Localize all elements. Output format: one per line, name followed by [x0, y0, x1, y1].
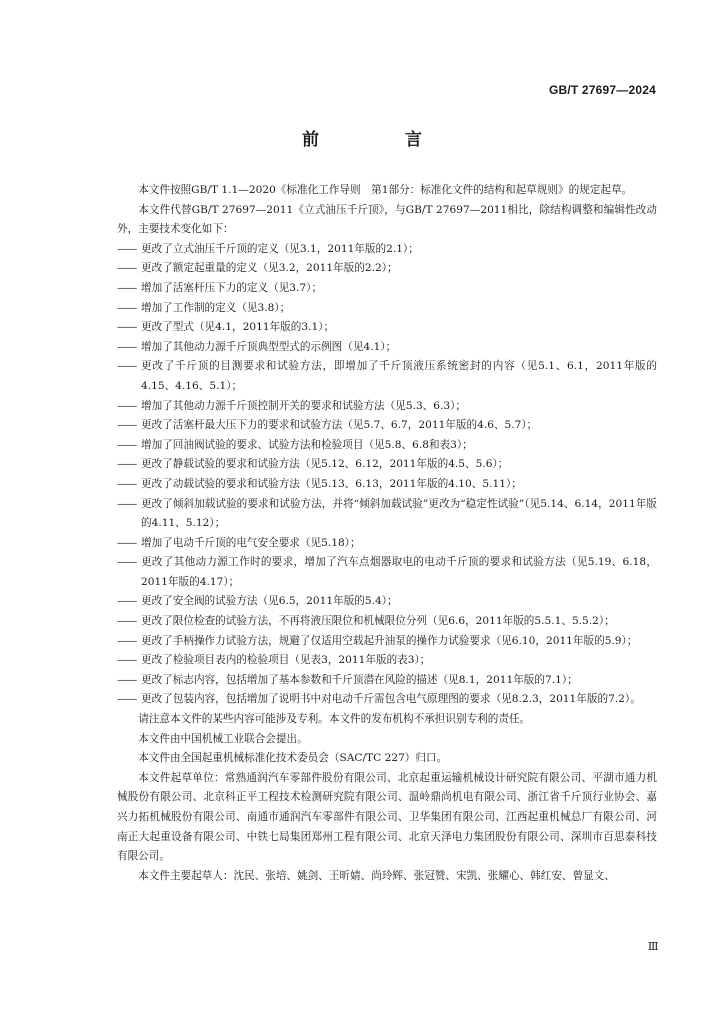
- change-text: 增加了其他动力源千斤顶典型型式的示例图（见4.1）；: [141, 340, 397, 353]
- page-title: 前 言: [302, 130, 462, 150]
- change-item: [117, 553, 657, 592]
- dash-marker: ——: [117, 634, 137, 647]
- change-item: [117, 632, 657, 652]
- change-item: [117, 436, 657, 456]
- change-item: [117, 240, 657, 260]
- dash-marker: ——: [117, 693, 137, 706]
- intro-paragraph: 本文件代替GB/T 27697—2011《立式油压千斤顶》，与GB/T 27697—2011相比，除结构调整和编辑性改动外，主要技术变化如下：: [117, 203, 657, 236]
- change-item: [117, 397, 657, 417]
- drafting-units-paragraph: 本文件起草单位：常熟通润汽车零部件股份有限公司、北京起重运输机械设计研究院有限公司、平湖市通力机械股份有限公司、北京科正平工程技术检测研究院有限公司、温岭鼎尚机电有限公司、浙江省千斤顶行业协会、嘉兴力拓机械股份有限公司、南通市通润汽车零部件有限公司、卫华集团有限公司、江西起重机械总厂有限公司、河南正大起重设备有限公司、中铁七局集团郑州工程有限公司、北京天泽电力集团股份有限公司、深圳市百思泰科技有限公司。: [117, 771, 657, 863]
- change-text: 更改了动载试验的要求和试验方法（见5.13、6.13，2011年版的4.10、5.11）；: [141, 477, 522, 490]
- change-item: [117, 338, 657, 358]
- change-text: 增加了回油阀试验的要求、试验方法和检验项目（见5.8、6.8和表3）；: [141, 438, 473, 451]
- closing-paragraph: 请注意本文件的某些内容可能涉及专利。本文件的发布机构不承担识别专利的责任。: [138, 713, 531, 726]
- dash-marker: ——: [117, 458, 137, 471]
- dash-marker: ——: [117, 281, 137, 294]
- closing-paragraph: 本文件由全国起重机械标准化技术委员会（SAC/TC 227）归口。: [138, 752, 448, 765]
- change-text: 增加了活塞杆压下力的定义（见3.7）；: [141, 281, 323, 294]
- change-text: 更改了限位检查的试验方法，不再将液压限位和机械限位分列（见6.6，2011年版的5.5.1、5.5.2）；: [141, 615, 615, 628]
- change-text: 更改了静载试验的要求和试验方法（见5.12、6.12，2011年版的4.5、5.6）；: [141, 458, 509, 471]
- change-text: 更改了千斤顶的目测要求和试验方法，即增加了千斤顶液压系统密封的内容（见5.1、6.1，2011年版的4.15、4.16、5.1）；: [141, 360, 657, 392]
- change-text: 增加了工作制的定义（见3.8）；: [141, 301, 291, 314]
- change-item: [117, 534, 657, 554]
- change-text: 更改了立式油压千斤顶的定义（见3.1，2011年版的2.1）；: [141, 242, 419, 255]
- dash-marker: ——: [117, 477, 137, 490]
- dash-marker: ——: [117, 536, 137, 549]
- dash-marker: ——: [117, 419, 137, 432]
- change-item: [117, 318, 657, 338]
- dash-marker: ——: [117, 556, 137, 569]
- dash-marker: ——: [117, 497, 137, 510]
- change-item: [117, 690, 657, 710]
- change-text: 更改了其他动力源工作时的要求，增加了汽车点烟器取电的电动千斤顶的要求和试验方法（见5.19、6.18，2011年版的4.17）；: [141, 556, 657, 588]
- drafters-paragraph: 本文件主要起草人：沈民、张培、姚剑、王昕婧、尚玲辉、张冠赞、宋凯、张耀心、韩红安、曾显文、: [138, 869, 615, 882]
- intro-paragraph: 本文件按照GB/T 1.1—2020《标准化工作导则 第1部分：标准化文件的结构和起草规则》的规定起草。: [138, 184, 633, 196]
- dash-marker: ——: [117, 438, 137, 451]
- dash-marker: ——: [117, 360, 137, 373]
- change-text: 增加了电动千斤顶的电气安全要求（见5.18）；: [141, 536, 361, 549]
- dash-marker: ——: [117, 262, 137, 275]
- dash-marker: ——: [117, 615, 137, 628]
- change-item: [117, 475, 657, 495]
- document-body: [117, 181, 657, 886]
- change-item: [117, 455, 657, 475]
- dash-marker: ——: [117, 399, 137, 412]
- change-item: [117, 357, 657, 396]
- change-text: 更改了手柄操作力试验方法，规避了仅适用空载起升油泵的操作力试验要求（见6.10，2011年版的5.9）；: [141, 634, 638, 647]
- dash-marker: ——: [117, 595, 137, 608]
- dash-marker: ——: [117, 321, 137, 334]
- change-text: 更改了倾斜加载试验的要求和试验方法，并将“倾斜加载试验”更改为“稳定性试验”（见5.14、6.14，2011年版的4.11、5.12）；: [141, 497, 657, 530]
- change-text: 更改了标志内容，包括增加了基本参数和千斤顶潜在风险的描述（见8.1，2011年版的7.1）；: [141, 673, 578, 686]
- dash-marker: ——: [117, 654, 137, 667]
- changes-list: [117, 240, 657, 710]
- closing-paragraph: 本文件由中国机械工业联合会提出。: [138, 732, 308, 745]
- dash-marker: ——: [117, 301, 137, 314]
- change-text: 更改了型式（见4.1，2011年版的3.1）；: [141, 321, 335, 334]
- change-text: 更改了安全阀的试验方法（见6.5，2011年版的5.4）；: [141, 595, 398, 608]
- change-item: [117, 612, 657, 632]
- change-item: [117, 651, 657, 671]
- page-number: Ⅲ: [647, 940, 658, 953]
- change-item: [117, 259, 657, 279]
- change-text: 更改了包装内容，包括增加了说明书中对电动千斤需包含电气原理图的要求（见8.2.3，2011年版的7.2）。: [141, 693, 641, 706]
- standard-code: GB/T 27697—2024: [548, 83, 656, 97]
- change-text: 更改了活塞杆最大压下力的要求和试验方法（见5.7、6.7，2011年版的4.6、5.7）；: [141, 419, 538, 432]
- dash-marker: ——: [117, 340, 137, 353]
- change-item: [117, 299, 657, 319]
- change-item: [117, 279, 657, 299]
- change-item: [117, 671, 657, 691]
- dash-marker: ——: [117, 673, 137, 686]
- dash-marker: ——: [117, 242, 137, 255]
- change-item: [117, 416, 657, 436]
- change-item: [117, 495, 657, 534]
- change-text: 更改了检验项目表内的检验项目（见表3，2011年版的表3）；: [141, 654, 431, 667]
- change-item: [117, 592, 657, 612]
- change-text: 更改了额定起重量的定义（见3.2，2011年版的2.2）；: [141, 262, 398, 275]
- change-text: 增加了其他动力源千斤顶控制开关的要求和试验方法（见5.3、6.3）；: [141, 399, 467, 412]
